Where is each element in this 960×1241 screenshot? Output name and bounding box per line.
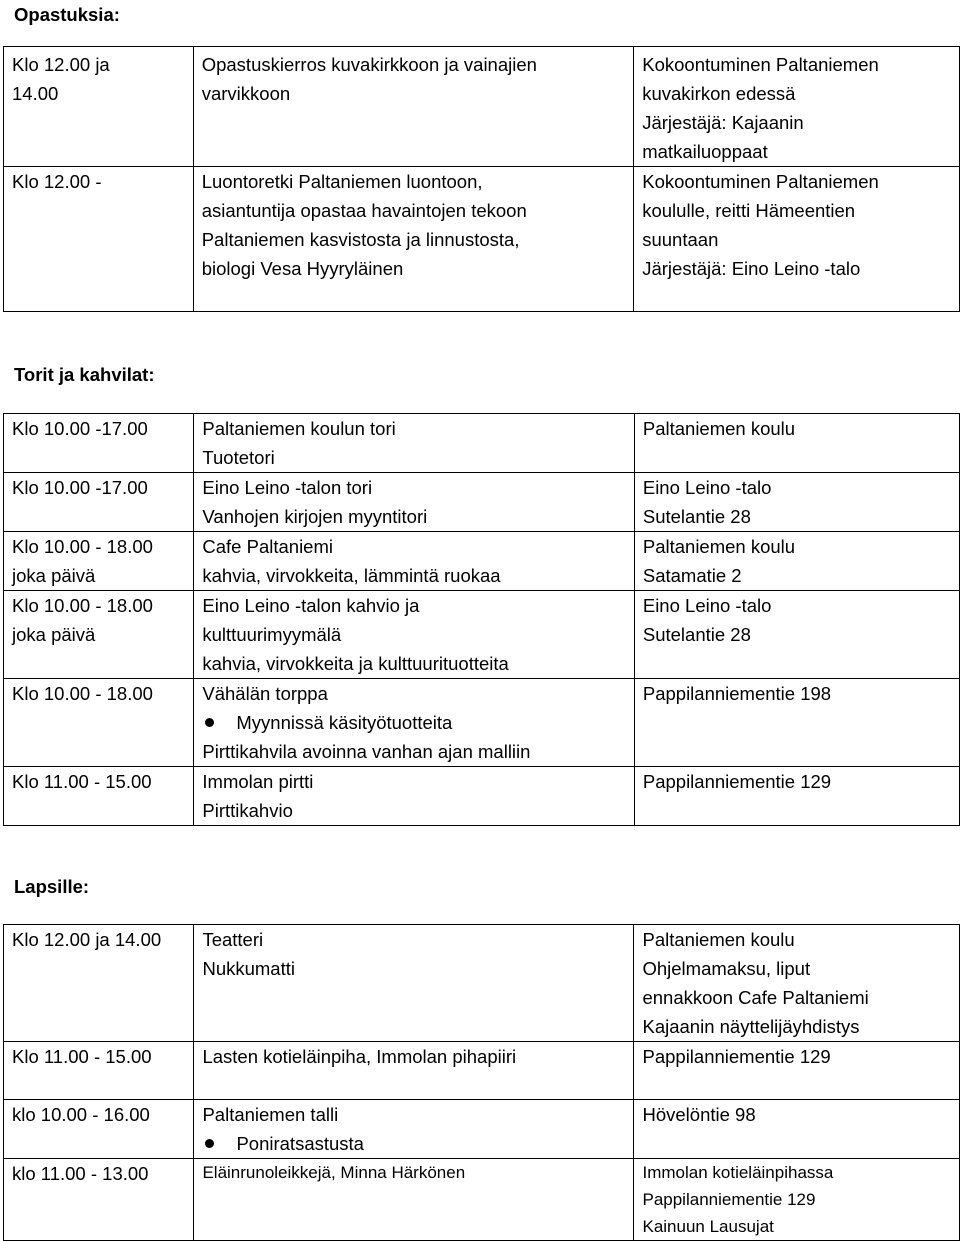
time-text: 14.00 [12, 83, 59, 104]
place-text: Kokoontuminen Paltaniemen [642, 54, 879, 75]
place-text: Pappilanniementie 198 [642, 683, 832, 704]
place-cell [634, 532, 959, 591]
table-row [4, 1100, 960, 1159]
place-cell [634, 1159, 960, 1241]
place-cell [634, 1042, 960, 1100]
place-text: kuvakirkon edessä [642, 83, 796, 104]
place-text: Eino Leino -talo [642, 595, 772, 616]
table-row [4, 679, 960, 767]
place-text: Satamatie 2 [642, 565, 742, 586]
event-cell [194, 767, 634, 826]
time-cell [4, 925, 194, 1042]
event-text: Paltaniemen koulun tori [202, 418, 396, 439]
place-text: Ohjelmamaksu, liput [642, 958, 811, 979]
event-text: Nukkumatti [202, 958, 295, 979]
event-text: Vähälän torppa [202, 683, 328, 704]
time-cell [4, 47, 194, 167]
event-cell [193, 47, 634, 167]
event-cell [194, 1159, 634, 1241]
event-text: Luontoretki Paltaniemen luontoon, [201, 171, 483, 192]
event-text: Opastuskierros kuvakirkkoon ja vainajien [201, 54, 537, 75]
time-text: klo 11.00 - 13.00 [12, 1163, 149, 1184]
place-cell [634, 473, 959, 532]
table-row [4, 414, 960, 473]
time-cell [4, 473, 194, 532]
time-cell [4, 414, 194, 473]
event-text: Eino Leino -talon tori [202, 477, 373, 498]
section-heading-lapsille: Lapsille: [14, 876, 90, 897]
time-cell [4, 767, 194, 826]
event-cell [194, 679, 634, 767]
event-cell [194, 414, 634, 473]
place-cell [634, 925, 960, 1042]
event-text: Paltaniemen talli [202, 1104, 339, 1125]
place-cell [634, 767, 959, 826]
place-cell [634, 167, 960, 312]
place-text: Paltaniemen koulu [642, 418, 796, 439]
table-row [4, 167, 960, 312]
time-text: Klo 12.00 - [12, 171, 102, 192]
torit-table [3, 413, 960, 826]
place-text: Pappilanniementie 129 [642, 1190, 816, 1209]
event-cell [193, 167, 634, 312]
place-text: Kainuun Lausujat [642, 1217, 774, 1236]
place-text: koululle, reitti Hämeentien [642, 200, 856, 221]
time-text: Klo 11.00 - 15.00 [12, 771, 152, 792]
event-cell [194, 925, 634, 1042]
place-text: Eino Leino -talo [642, 477, 772, 498]
time-cell [4, 1159, 194, 1241]
time-text: joka päivä [12, 565, 96, 586]
place-text: Pappilanniementie 129 [642, 1046, 831, 1067]
event-text: Tuotetori [202, 447, 275, 468]
event-text: Immolan pirtti [202, 771, 314, 792]
time-text: Klo 12.00 ja [12, 54, 110, 75]
time-text: Klo 10.00 - 18.00 [12, 536, 153, 557]
event-text: Vanhojen kirjojen myyntitori [202, 506, 428, 527]
event-cell [194, 532, 634, 591]
place-text: suuntaan [642, 229, 719, 250]
bullet-item: Poniratsastusta [202, 1129, 633, 1158]
place-text: Sutelantie 28 [642, 624, 751, 645]
time-cell [4, 167, 194, 312]
time-text: Klo 10.00 - 18.00 [12, 683, 153, 704]
event-text: Cafe Paltaniemi [202, 536, 333, 557]
place-cell [634, 414, 959, 473]
place-text: Kokoontuminen Paltaniemen [642, 171, 879, 192]
time-cell [4, 1100, 194, 1159]
event-text: Pirttikahvio [202, 800, 293, 821]
place-text: matkailuoppaat [642, 141, 768, 162]
lapsille-table [3, 924, 960, 1241]
table-row [4, 591, 960, 679]
time-cell [4, 532, 194, 591]
event-cell [194, 1042, 634, 1100]
event-text: biologi Vesa Hyyryläinen [201, 258, 404, 279]
event-text: Pirttikahvila avoinna vanhan ajan malliin [202, 741, 531, 762]
place-text: Kajaanin näyttelijäyhdistys [642, 1016, 860, 1037]
event-text: Paltaniemen kasvistosta ja linnustosta, [201, 229, 520, 250]
place-text: ennakkoon Cafe Paltaniemi [642, 987, 869, 1008]
event-cell [194, 473, 634, 532]
time-cell [4, 1042, 194, 1100]
section-heading-opastuksia: Opastuksia: [14, 4, 120, 25]
time-cell [4, 679, 194, 767]
event-text: varvikkoon [201, 83, 291, 104]
event-text: Eläinrunoleikkejä, Minna Härkönen [202, 1163, 466, 1182]
event-text: Eino Leino -talon kahvio ja [202, 595, 420, 616]
table-row [4, 925, 960, 1042]
place-cell [634, 591, 959, 679]
time-cell [4, 591, 194, 679]
table-row [4, 1042, 960, 1100]
event-text: Teatteri [202, 929, 264, 950]
place-text: Järjestäjä: Kajaanin [642, 112, 804, 133]
table-row [4, 767, 960, 826]
table-row [4, 532, 960, 591]
event-text: Lasten kotieläinpiha, Immolan pihapiiri [202, 1046, 517, 1067]
opastuksia-table [3, 46, 960, 312]
time-text: Klo 10.00 -17.00 [12, 477, 148, 498]
place-cell [634, 679, 959, 767]
place-text: Immolan kotieläinpihassa [642, 1163, 834, 1182]
event-text: kulttuurimyymälä [202, 624, 342, 645]
time-text: klo 10.00 - 16.00 [12, 1104, 150, 1125]
table-row [4, 1159, 960, 1241]
event-text: kahvia, virvokkeita, lämmintä ruokaa [202, 565, 501, 586]
time-text: Klo 12.00 ja 14.00 [12, 929, 162, 950]
place-text: Pappilanniementie 129 [642, 771, 832, 792]
place-text: Järjestäjä: Eino Leino -talo [642, 258, 861, 279]
section-heading-torit: Torit ja kahvilat: [14, 364, 155, 385]
time-text: Klo 10.00 -17.00 [12, 418, 148, 439]
event-cell [194, 1100, 634, 1159]
place-text: Paltaniemen koulu [642, 536, 796, 557]
place-text: Paltaniemen koulu [642, 929, 795, 950]
time-text: joka päivä [12, 624, 96, 645]
place-cell [634, 47, 960, 167]
time-text: Klo 10.00 - 18.00 [12, 595, 153, 616]
table-row [4, 47, 960, 167]
place-cell [634, 1100, 960, 1159]
time-text: Klo 11.00 - 15.00 [12, 1046, 152, 1067]
place-text: Hövelöntie 98 [642, 1104, 756, 1125]
table-row [4, 473, 960, 532]
event-cell [194, 591, 634, 679]
event-text: kahvia, virvokkeita ja kulttuurituotteita [202, 653, 509, 674]
bullet-item: Myynnissä käsityötuotteita [202, 708, 633, 737]
event-text: asiantuntija opastaa havaintojen tekoon [201, 200, 527, 221]
place-text: Sutelantie 28 [642, 506, 751, 527]
